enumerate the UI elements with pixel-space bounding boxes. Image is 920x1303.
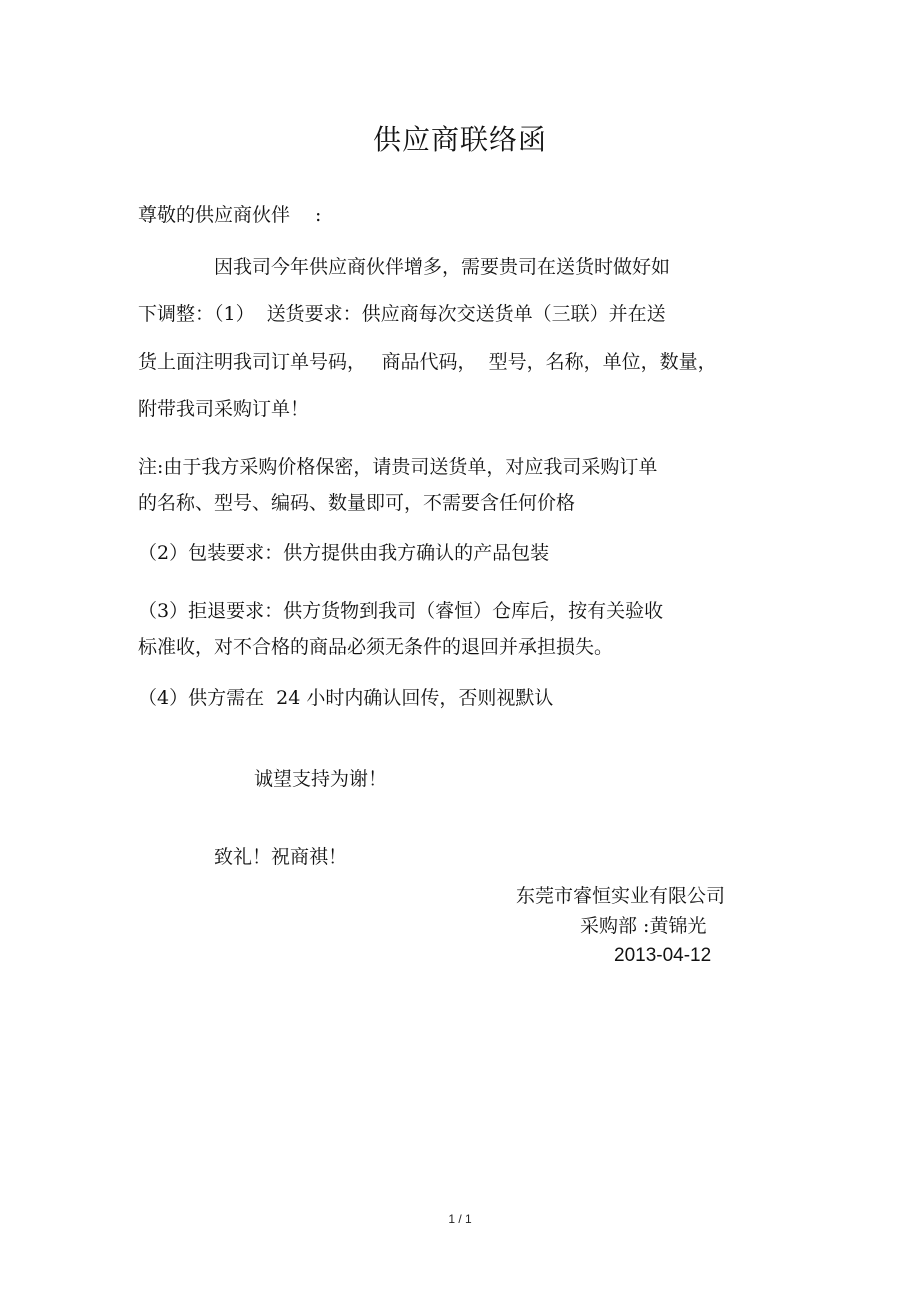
intro-line-3: 货上面注明我司订单号码， 商品代码， 型号，名称，单位，数量， (138, 351, 717, 373)
closing-thanks: 诚望支持为谢！ (254, 768, 388, 790)
signature-company: 东莞市睿恒实业有限公司 (516, 885, 726, 907)
requirement-3-line-2: 标准收，对不合格的商品必须无条件的退回并承担损失。 (138, 636, 614, 658)
requirement-2: （2）包装要求：供方提供由我方确认的产品包装 (138, 542, 550, 564)
note-line-2: 的名称、型号、编码、数量即可，不需要含任何价格 (138, 492, 576, 514)
signature-date: 2013-04-12 (614, 945, 712, 966)
note-line-1: 注:由于我方采购价格保密，请贵司送货单，对应我司采购订单 (138, 456, 658, 478)
requirement-4: （4）供方需在 24 小时内确认回传，否则视默认 (138, 687, 554, 709)
closing-regards: 致礼！祝商祺！ (214, 846, 348, 868)
intro-line-2: 下调整：（1） 送货要求：供应商每次交送货单（三联）并在送 (138, 303, 666, 325)
requirement-3-line-1: （3）拒退要求：供方货物到我司（睿恒）仓库后，按有关验收 (138, 600, 664, 622)
salutation: 尊敬的供应商伙伴 : (138, 204, 322, 226)
intro-line-1: 因我司今年供应商伙伴增多，需要贵司在送货时做好如 (214, 256, 671, 278)
document-title: 供应商联络函 (372, 123, 547, 156)
signature-department: 采购部 :黄锦光 (580, 915, 707, 937)
intro-line-4: 附带我司采购订单！ (138, 398, 310, 420)
page-number: 1 / 1 (448, 1212, 472, 1226)
